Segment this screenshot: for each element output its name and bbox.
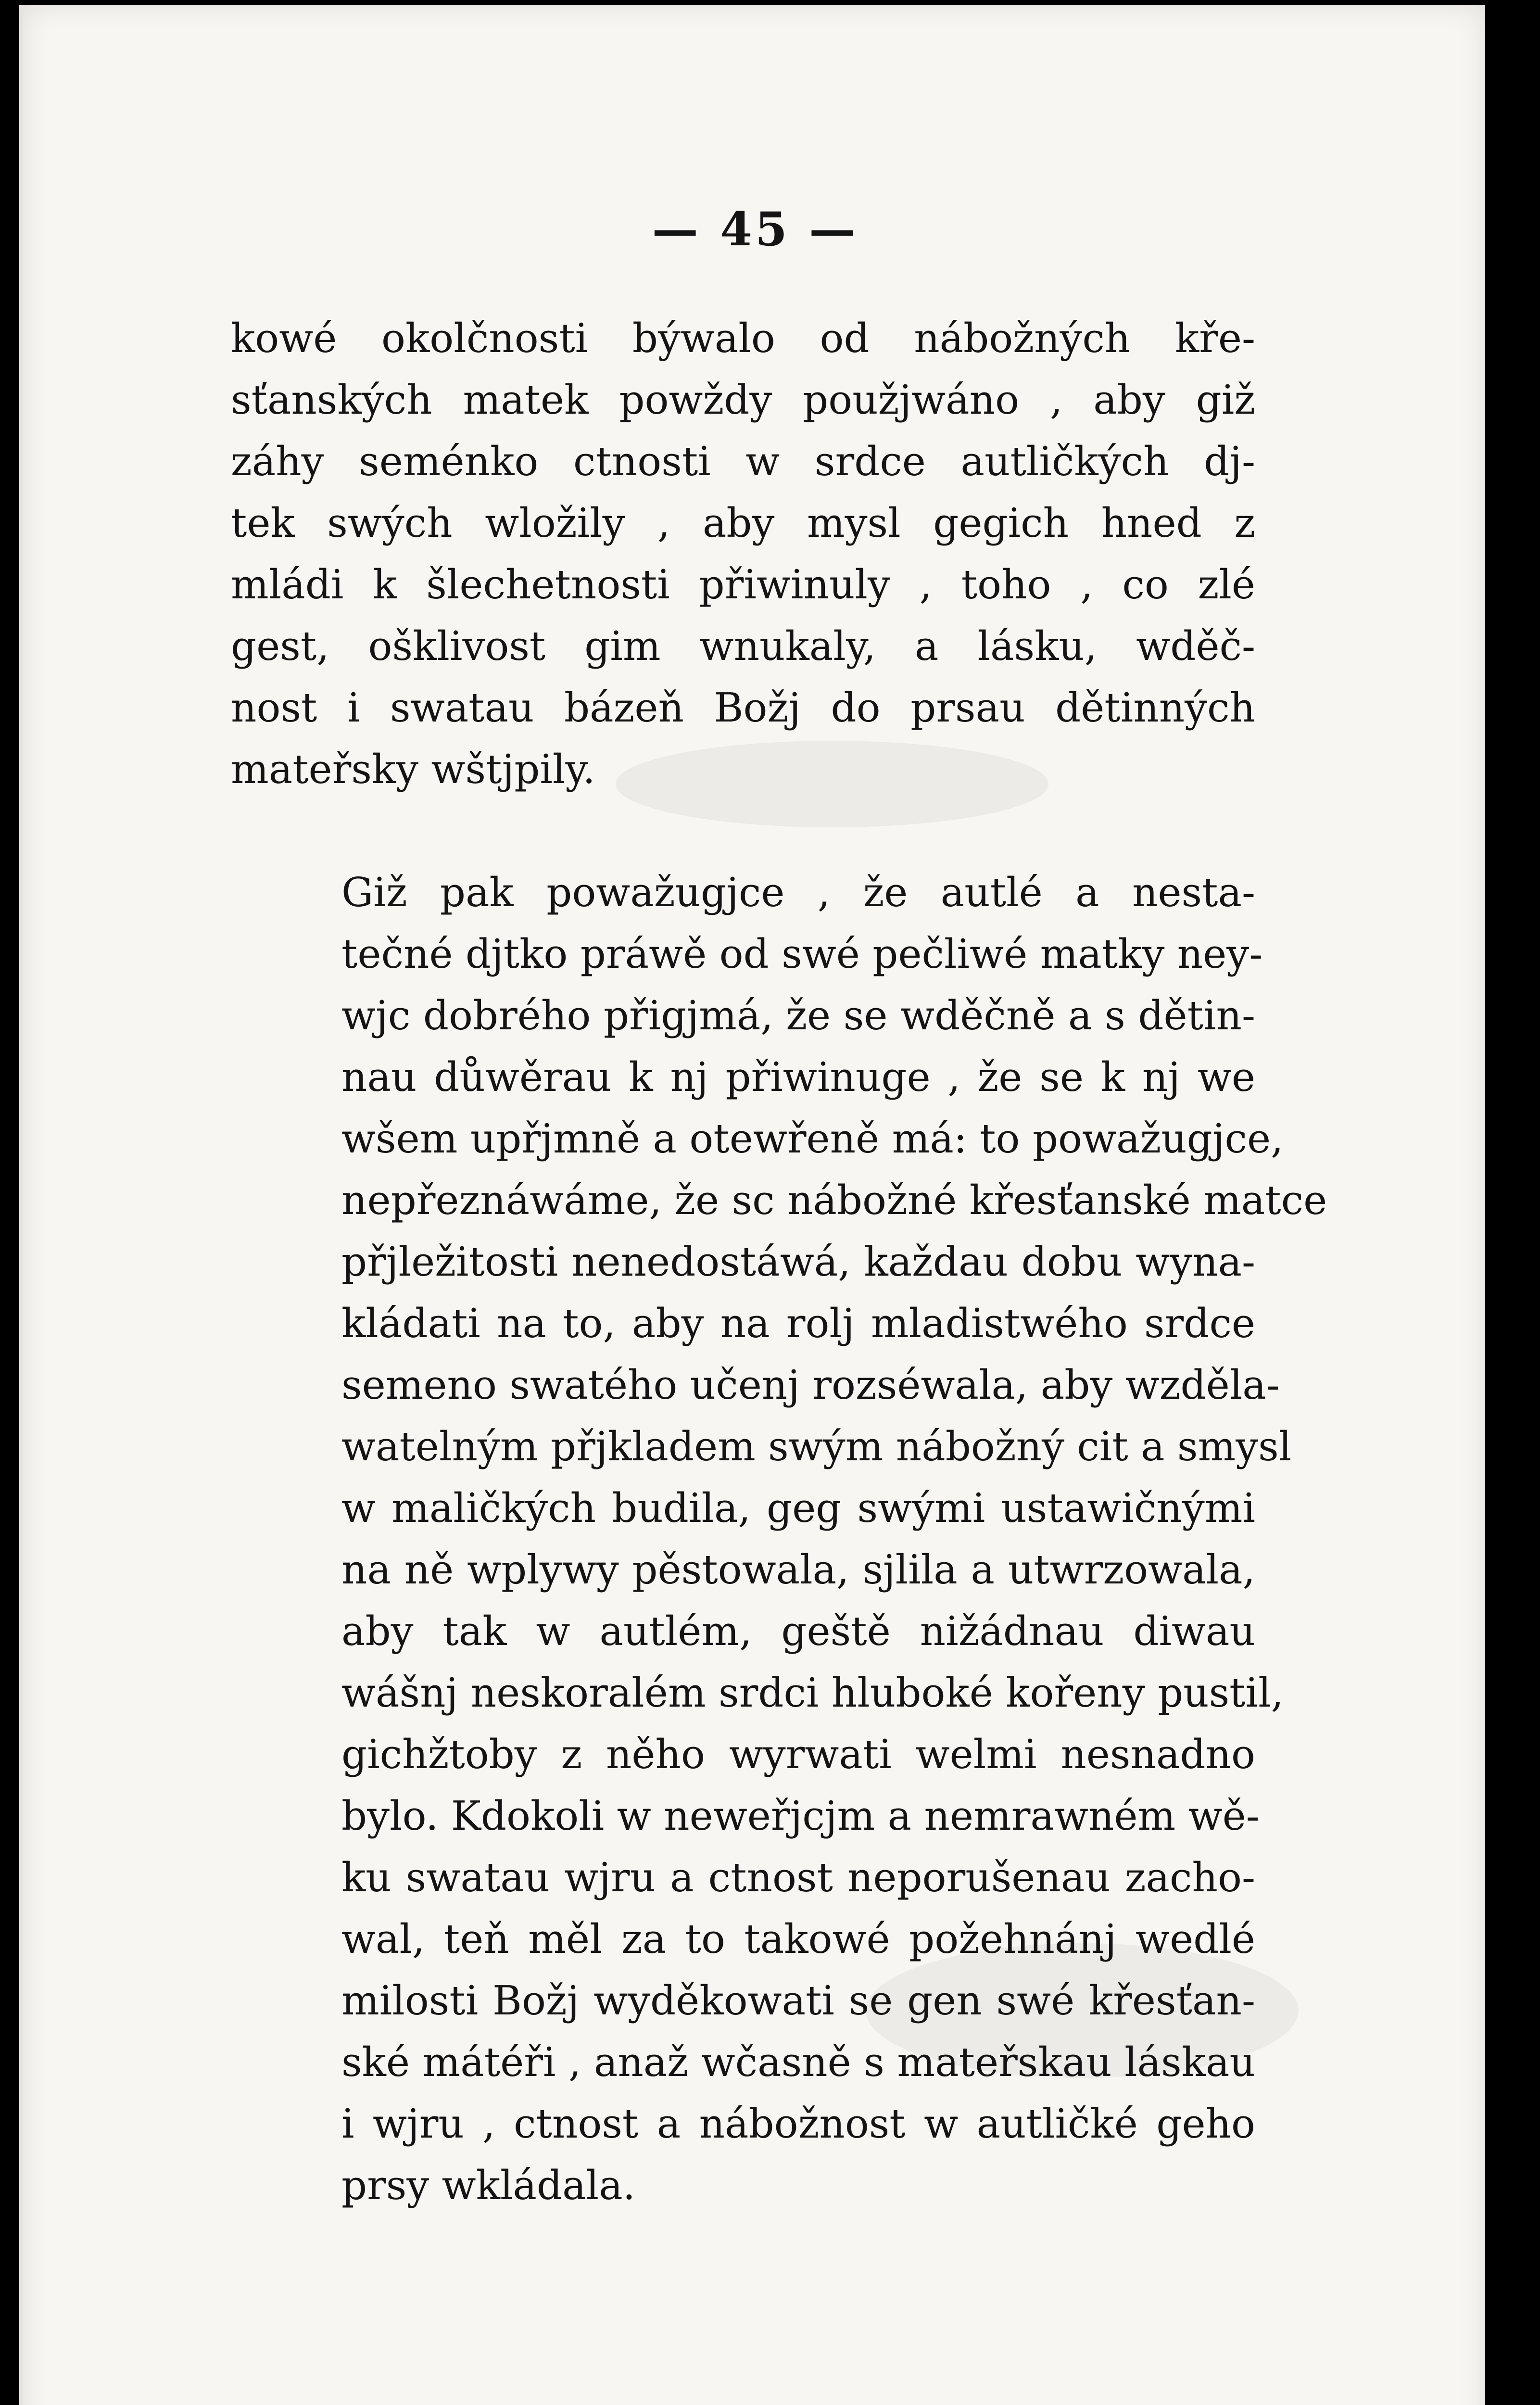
- paragraph-1: [231, 308, 1255, 800]
- text-line: nepřeznáwáme, že sc nábožné křesťanské matce: [341, 1177, 1327, 1224]
- text-line: milosti Božj wyděkowati se gen swé křesťan-: [341, 1977, 1255, 2024]
- body-text: [231, 308, 1327, 2216]
- text-line: mateřsky wštjpily.: [231, 746, 595, 793]
- text-line: záhy seménko ctnosti w srdce autličkých dj-: [231, 438, 1255, 485]
- text-line: wášnj neskoralém srdci hluboké kořeny pustil,: [341, 1670, 1284, 1716]
- text-line: semeno swatého učenj rozséwala, aby wzděla-: [341, 1362, 1280, 1408]
- text-line: nau důwěrau k nj přiwinuge , že se k nj we: [341, 1054, 1255, 1101]
- page-number: — 45 —: [652, 202, 858, 256]
- text-line: Giž pak powažugjce , že autlé a nesta-: [341, 869, 1255, 916]
- text-line: i wjru , ctnost a nábožnost w autličké geho: [341, 2101, 1255, 2147]
- text-line: wal, teň měl za to takowé požehnánj wedlé: [341, 1916, 1255, 1962]
- text-line: na ně wplywy pěstowala, sjlila a utwrzowala,: [341, 1546, 1255, 1593]
- text-line: aby tak w autlém, geště nižádnau diwau: [341, 1608, 1255, 1655]
- text-line: tečné djtko práwě od swé pečliwé matky ney-: [341, 931, 1263, 977]
- text-line: w maličkých budila, geg swými ustawičnými: [341, 1485, 1255, 1532]
- text-line: wšem upřjmně a otewřeně má: to powažugjce,: [341, 1115, 1284, 1162]
- text-line: prsy wkládala.: [341, 2162, 636, 2209]
- text-line: tek swých wložily , aby mysl gegich hned z: [231, 500, 1255, 546]
- text-line: wjc dobrého přigjmá, že se wděčně a s dětin-: [341, 992, 1255, 1039]
- text-line: ku swatau wjru a ctnost neporušenau zacho-: [341, 1854, 1255, 1901]
- text-line: mládi k šlechetnosti přiwinuly , toho , co zlé: [231, 561, 1255, 608]
- text-line: kládati na to, aby na rolj mladistwého srdce: [341, 1300, 1255, 1347]
- text-line: watelným přjkladem swým nábožný cit a smysl: [341, 1423, 1292, 1470]
- text-line: ské mátéři , anaž wčasně s mateřskau láskau: [341, 2039, 1255, 2086]
- text-line: gest, ošklivost gim wnukaly, a lásku, wděč-: [231, 623, 1255, 670]
- text-line: sťanských matek powždy použjwáno , aby giž: [231, 377, 1255, 423]
- scan-right-edge: [1497, 0, 1540, 2405]
- text-line: přjležitosti nenedostáwá, každau dobu wyna-: [341, 1239, 1255, 1285]
- paragraph-2: [231, 862, 1327, 2216]
- text-line: bylo. Kdokoli w neweřjcjm a nemrawném wě-: [341, 1793, 1260, 1839]
- text-line: gichžtoby z něho wyrwati welmi nesnadno: [341, 1731, 1255, 1778]
- text-line: kowé okolčnosti býwalo od nábožných kře-: [231, 315, 1255, 362]
- text-line: nost i swatau bázeň Božj do prsau dětinných: [231, 684, 1255, 731]
